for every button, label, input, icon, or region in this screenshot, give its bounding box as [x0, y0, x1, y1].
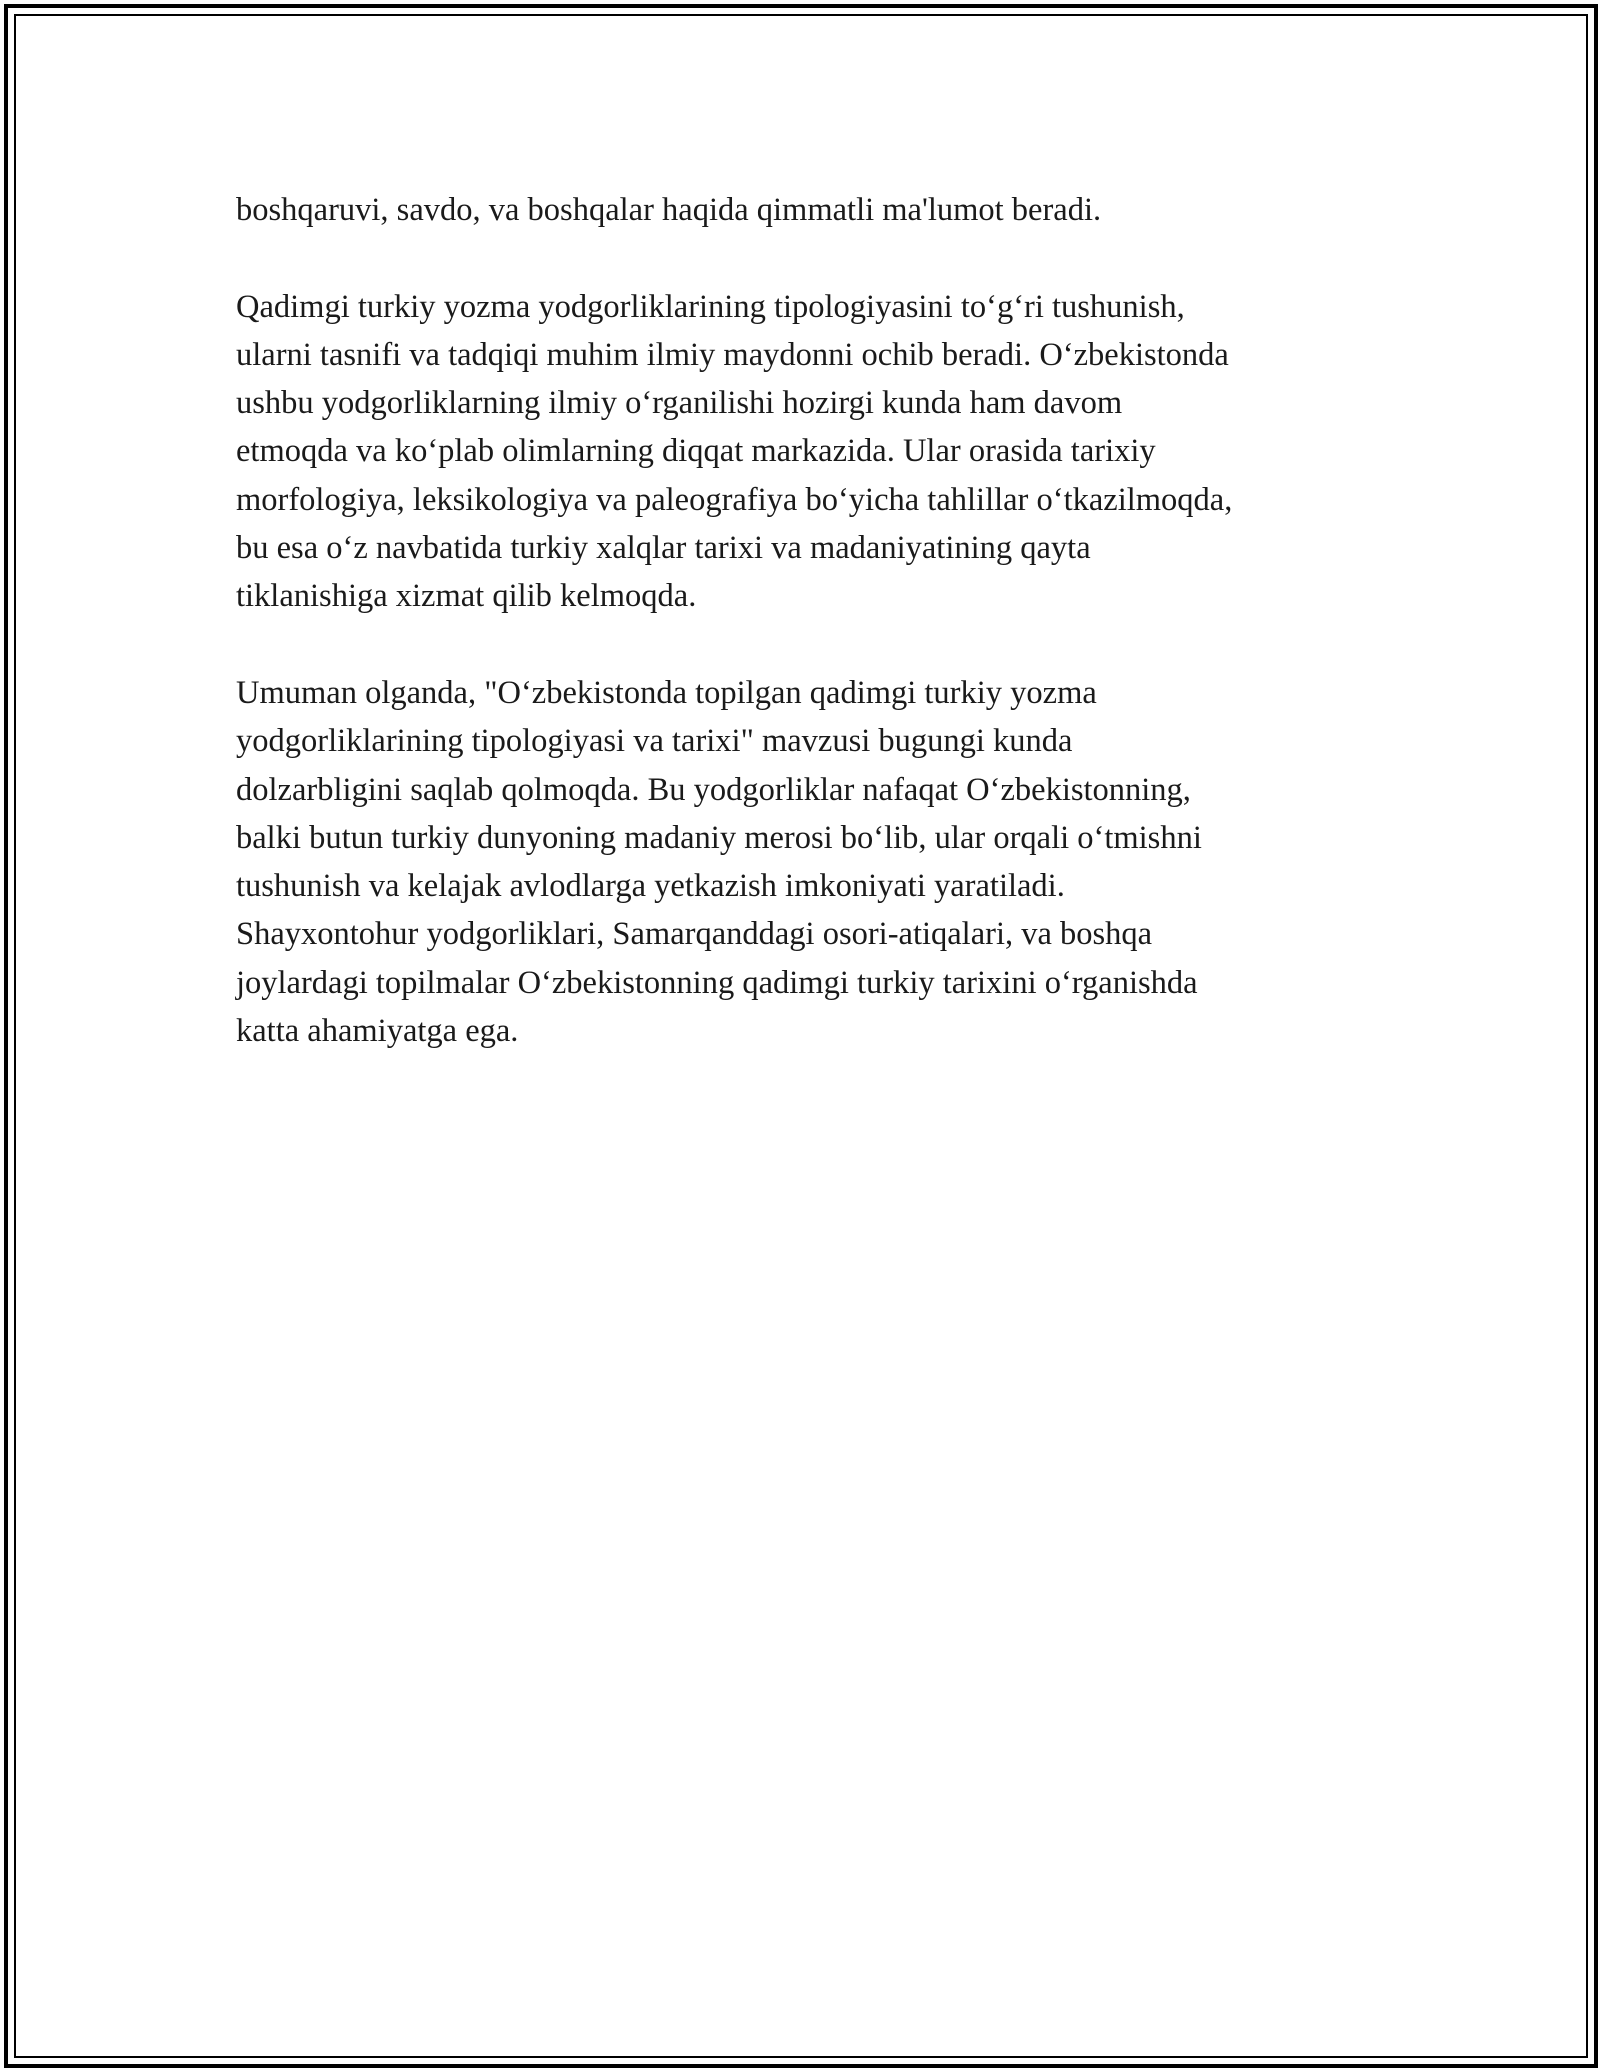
text-line: etmoqda va ko‘plab olimlarning diqqat markazida. Ular orasida tarixiy — [236, 433, 1156, 470]
text-line: yodgorliklarining tipologiyasi va tarixi" mavzusi bugungi kunda — [236, 723, 1073, 760]
text-line: balki butun turkiy dunyoning madaniy merosi bo‘lib, ular orqali o‘tmishni — [236, 819, 1202, 856]
document-body — [236, 186, 1366, 1104]
paragraph-3 — [236, 669, 1366, 1055]
text-line: Shayxontohur yodgorliklari, Samarqanddagi osori-atiqalari, va boshqa — [236, 916, 1153, 953]
text-line: ularni tasnifi va tadqiqi muhim ilmiy maydonni ochib beradi. O‘zbekistonda — [236, 336, 1229, 373]
text-line: Qadimgi turkiy yozma yodgorliklarining tipologiyasini to‘g‘ri tushunish, — [236, 288, 1185, 325]
text-line: tiklanishiga xizmat qilib kelmoqda. — [236, 578, 697, 615]
paragraph-2 — [236, 283, 1366, 621]
paragraph-1 — [236, 186, 1366, 234]
text-line: boshqaruvi, savdo, va boshqalar haqida qimmatli ma'lumot beradi. — [236, 192, 1102, 228]
text-line: dolzarbligini saqlab qolmoqda. Bu yodgorliklar nafaqat O‘zbekistonning, — [236, 771, 1191, 808]
text-line: morfologiya, leksikologiya va paleografiya bo‘yicha tahlillar o‘tkazilmoqda, — [236, 481, 1233, 518]
text-line: tushunish va kelajak avlodlarga yetkazish imkoniyati yaratiladi. — [236, 868, 1065, 905]
text-line: ushbu yodgorliklarning ilmiy o‘rganilishi hozirgi kunda ham davom — [236, 385, 1123, 422]
text-line: bu esa o‘z navbatida turkiy xalqlar tarixi va madaniyatining qayta — [236, 530, 1091, 567]
text-line: joylardagi topilmalar O‘zbekistonning qadimgi turkiy tarixini o‘rganishda — [236, 964, 1198, 1001]
text-line: katta ahamiyatga ega. — [236, 1013, 519, 1050]
text-line: Umuman olganda, "O‘zbekistonda topilgan qadimgi turkiy yozma — [236, 674, 1097, 711]
